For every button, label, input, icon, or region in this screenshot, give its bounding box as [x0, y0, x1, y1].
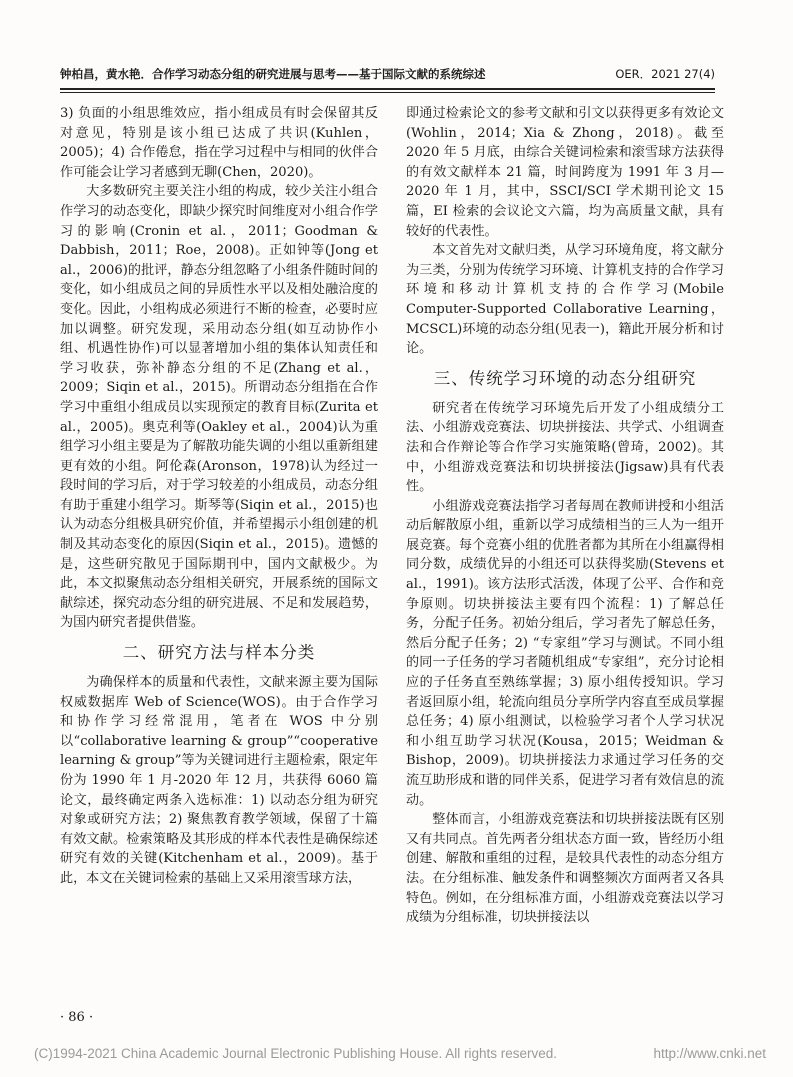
- paragraph: 大多数研究主要关注小组的构成，较少关注小组合作学习的动态变化，即缺少探究时间维度对小组合作学习的影响(Cronin et al.，2011；Goodman & Dabbish，2011；Roe，2008)。正如钟等(Jong et al.，2006)的批评，静态分组忽略了小组条件随时间的变化，如小组成员之间的异质性水平以及相处融洽度的变化。因此，小组构成必须进行不断的检查，必要时应加以调整。研究发现，采用动态分组(如互动协作小组、机遇性协作)可以显著增加小组的集体认知责任和学习收获，弥补静态分组的不足(Zhang et al.，2009；Siqin et al.，2015)。所谓动态分组指在合作学习中重组小组成员以实现预定的教育目标(Zurita et al.，2005)。奥克利等(Oakley et al.，2004)认为重组学习小组主要是为了解散功能失调的小组以重新组建更有效的小组。阿伦森(Aronson，1978)认为经过一段时间的学习后，对于学习较差的小组成员，动态分组有助于重建小组学习。斯琴等(Siqin et al.，2015)也认为动态分组极具研究价值，并希望揭示小组创建的机制及其动态变化的原因(Siqin et al.，2015)。遗憾的是，这些研究散见于国际期刊中，国内文献极少。为此，本文拟聚焦动态分组相关研究，开展系统的国际文献综述，探究动态分组的研究进展、不足和发展趋势，为国内研究者提供借鉴。: [60, 184, 378, 631]
- paragraph: 研究者在传统学习环境先后开发了小组成绩分工法、小组游戏竞赛法、切块拼接法、共学式、小组调查法和合作辩论等合作学习实施策略(曾琦，2002)。其中，小组游戏竞赛法和切块拼接法(Jigsaw)具有代表性。: [406, 400, 724, 495]
- section-heading: 二、研究方法与样本分类: [122, 643, 316, 663]
- header-authors-title: 钟柏昌，黄水艳．合作学习动态分组的研究进展与思考——基于国际文献的系统综述: [60, 67, 486, 81]
- paragraph: 为确保样本的质量和代表性，文献来源主要为国际权威数据库 Web of Science(WOS)。由于合作学习和协作学习经常混用，笔者在 WOS 中分别以“collaborative learning & group”“cooperative learning & group”等为关键词进行主题检索，限定年份为 1990 年 1 月-2020 年 12 月，共获得 6060 篇论文，最终确定两条入选标准：1) 以动态分组为研究对象或研究方法；2) 聚焦教育教学领域，保留了十篇有效文献。检索策略及其形成的样本代表性是确保综述研究有效的关键(Kitchenham et al.，2009)。基于此，本文在关键词检索的基础上又采用滚雪球方法，: [60, 675, 378, 886]
- header-journal-info: OER．2021 27(4): [615, 67, 715, 81]
- paragraph: 3) 负面的小组思维效应，指小组成员有时会保留其反对意见，特别是该小组已达成了共识(Kuhlen，2005)；4) 合作倦怠，指在学习过程中与相同的伙伴合作可能会让学习者感到无聊(Chen，2020)。: [60, 106, 378, 180]
- paragraph: 本文首先对文献归类，从学习环境角度，将文献分为三类，分别为传统学习环境、计算机支持的合作学习环境和移动计算机支持的合作学习(Mobile Computer-Supported Collaborative Learning，MCSCL)环境的动态分组(见表一)，籍此开展分析和讨论。: [406, 243, 724, 357]
- right-column: [406, 104, 724, 928]
- paragraph: 小组游戏竞赛法指学习者每周在教师讲授和小组活动后解散原小组，重新以学习成绩相当的三人为一组开展竞赛。每个竞赛小组的优胜者都为其所在小组赢得相同分数，成绩优异的小组还可以获得奖励(Stevens et al.，1991)。该方法形式活泼，体现了公平、合作和竞争原则。切块拼接法主要有四个流程：1) 了解总任务，分配子任务。初始分组后，学习者先了解总任务，然后分配子任务；2) “专家组”学习与测试。不同小组的同一子任务的学习者随机组成“专家组”，充分讨论相应的子任务直至熟练掌握；3) 原小组传授知识。学习者返回原小组，轮流向组员分享所学内容直至成员掌握总任务；4) 原小组测试，以检验学习者个人学习状况和小组互助学习状况(Kousa，2015；Weidman & Bishop，2009)。切块拼接法力求通过学习任务的交流互助形成和谐的同伴关系，促进学习者有效信息的流动。: [406, 498, 724, 808]
- paragraph: 即通过检索论文的参考文献和引文以获得更多有效论文(Wohlin，2014；Xia & Zhong，2018)。截至 2020 年 5 月底，由综合关键词检索和滚雪球方法获得的有效文献样本 21 篇，时间跨度为 1991 年 3 月—2020 年 1 月，其中，SSCI/SCI 学术期刊论文 15 篇，EI 检索的会议论文六篇，均为高质量文献，具有较好的代表性。: [406, 106, 724, 239]
- footer-copyright: (C)1994-2021 China Academic Journal Electronic Publishing House. All rights reserved.: [34, 1046, 558, 1061]
- page-number: · 86 ·: [60, 1010, 94, 1025]
- footer-url: http://www.cnki.net: [653, 1046, 766, 1061]
- header-rule-thin: [60, 92, 715, 93]
- header-rule-thick: [60, 88, 715, 90]
- section-heading: 三、传统学习环境的动态分组研究: [433, 368, 697, 388]
- left-column: [60, 104, 378, 889]
- paragraph: 整体而言，小组游戏竞赛法和切块拼接法既有区别又有共同点。首先两者分组状态方面一致，皆经历小组创建、解散和重组的过程，是较具代表性的动态分组方法。在分组标准、触发条件和调整频次方面两者又各具特色。例如，在分组标准方面，小组游戏竞赛法以学习成绩为分组标准，切块拼接法以: [406, 812, 724, 926]
- running-header: [60, 66, 715, 86]
